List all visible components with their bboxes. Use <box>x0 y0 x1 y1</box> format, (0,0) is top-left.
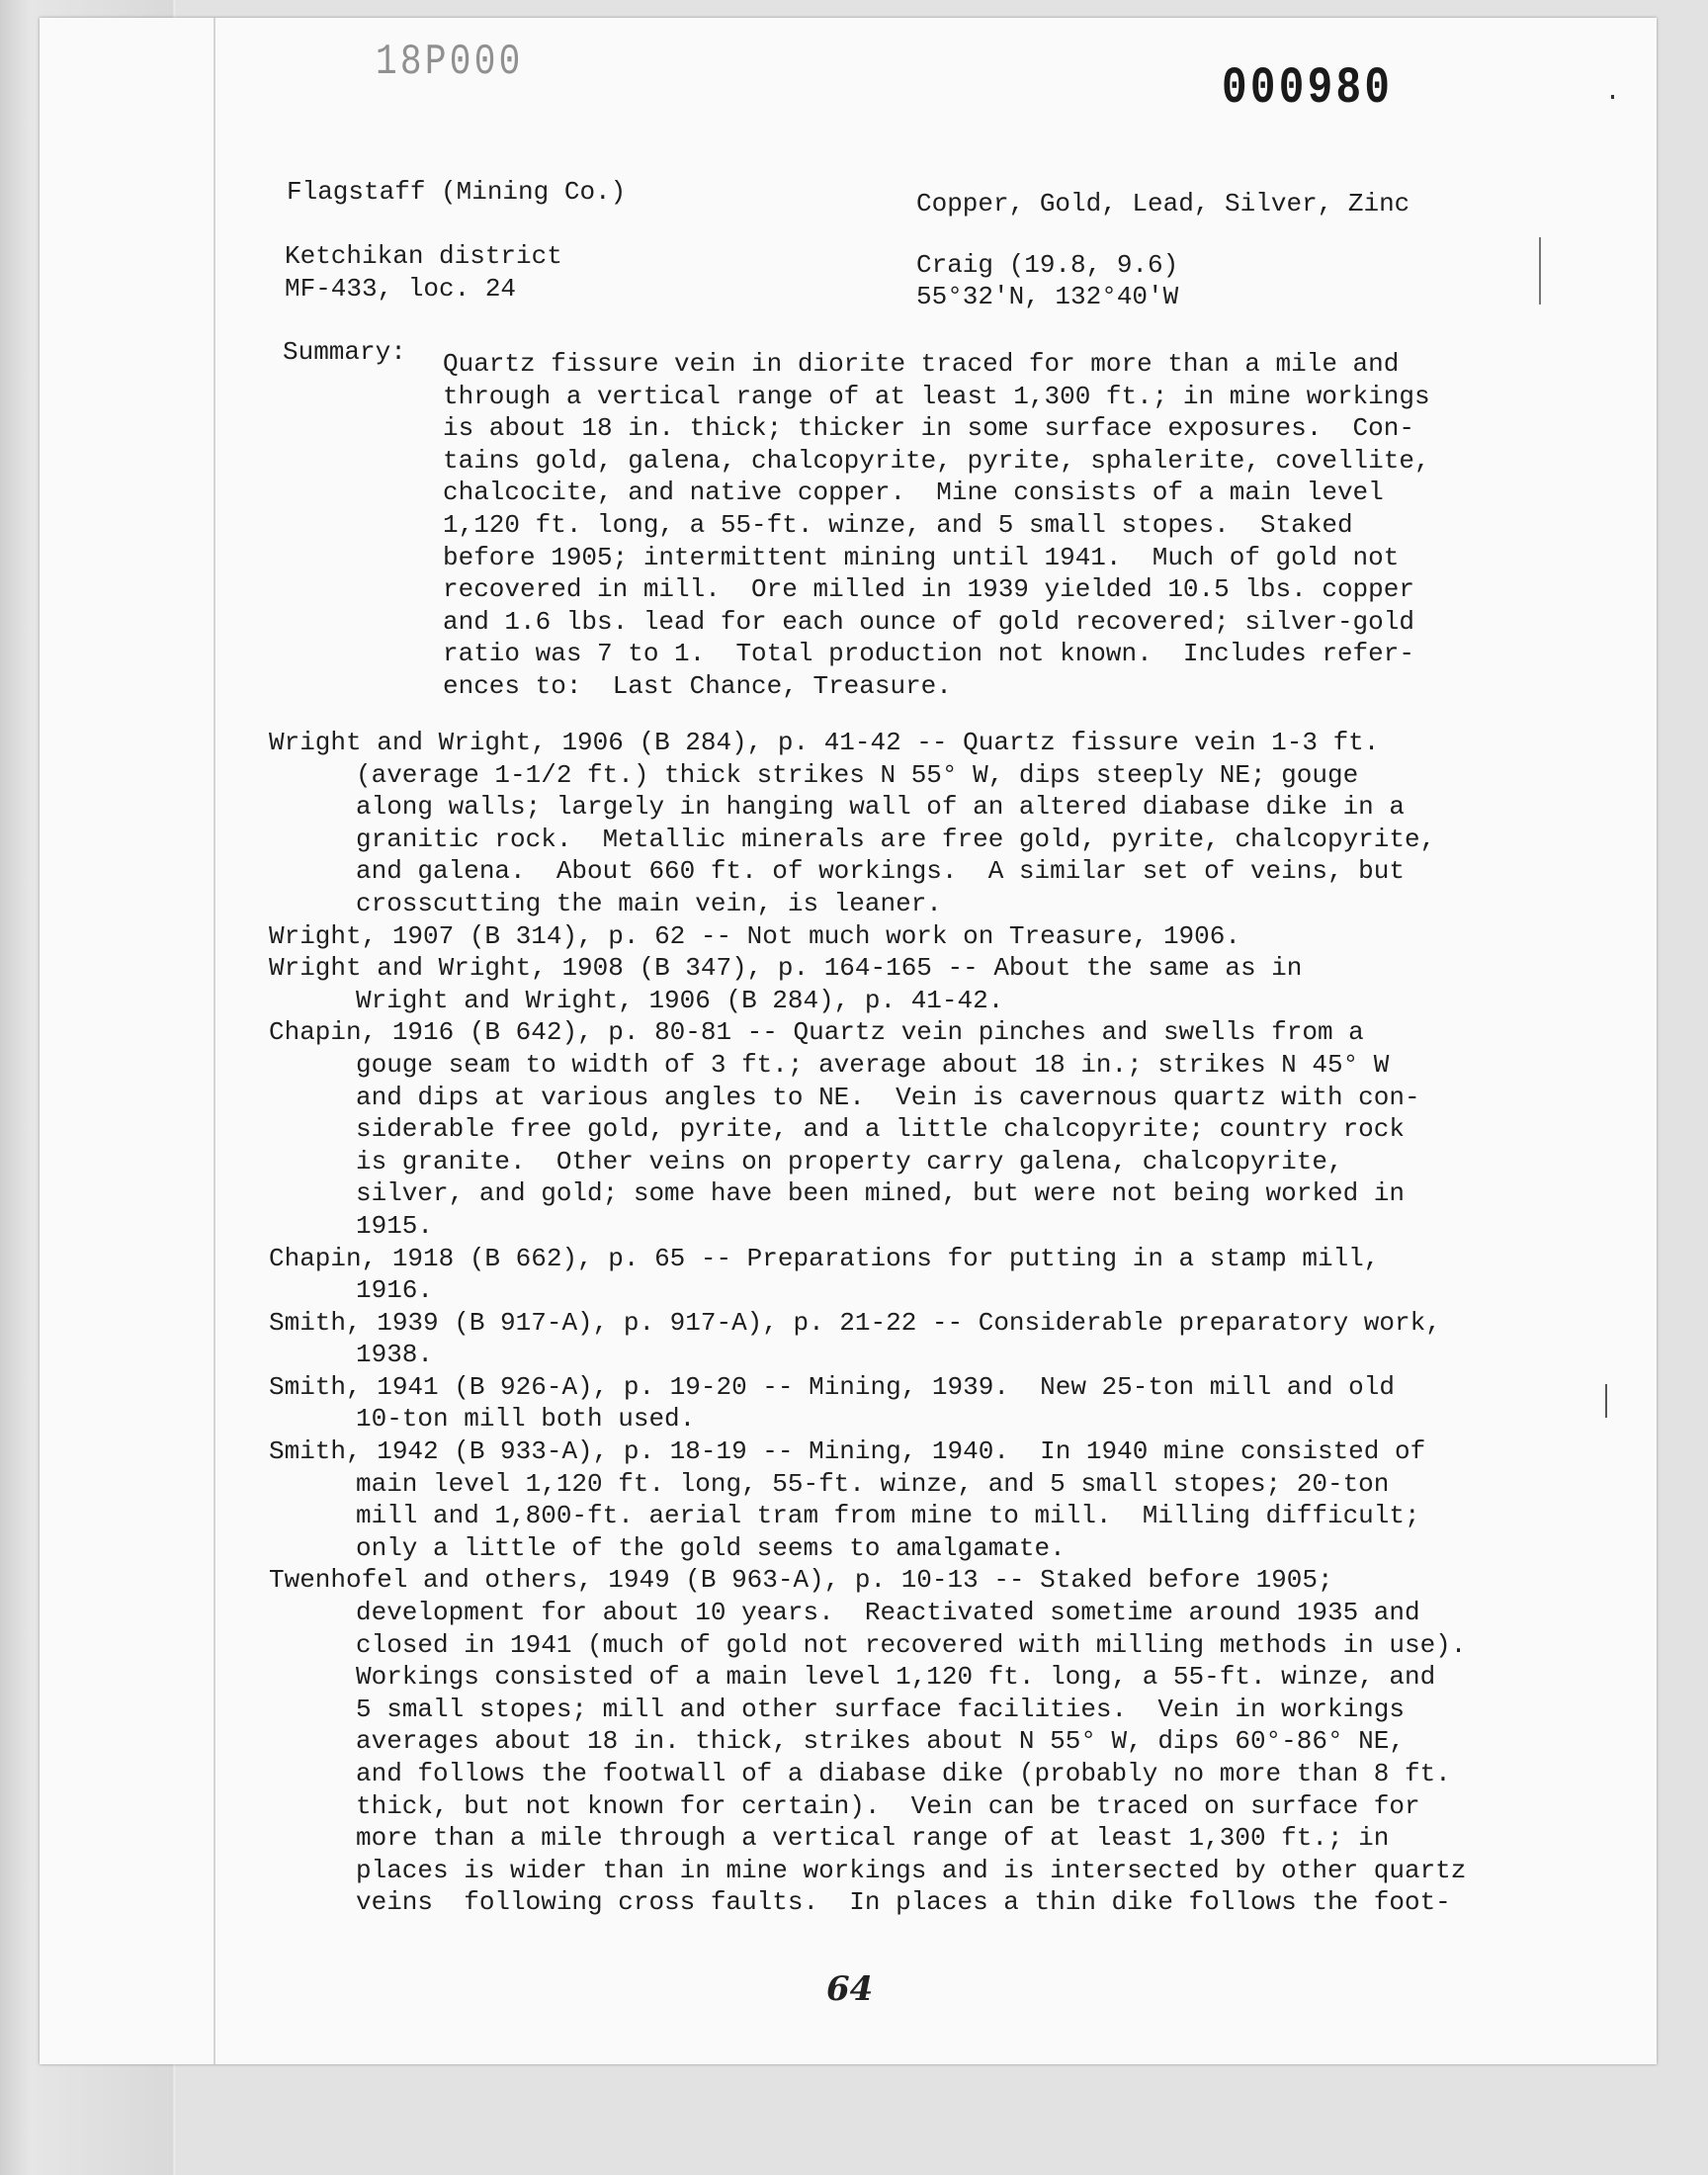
summary-line: and 1.6 lbs. lead for each ounce of gold recovered; silver-gold <box>443 606 1414 637</box>
commodities: Copper, Gold, Lead, Silver, Zinc <box>916 189 1410 218</box>
reference-entry <box>269 1371 1466 1436</box>
reference-line: Workings consisted of a main level 1,120 ft. long, a 55-ft. winze, and <box>356 1662 1436 1693</box>
reference-line: veins following cross faults. In places a thin dike follows the foot- <box>356 1887 1451 1918</box>
scan-margin-mark <box>1539 237 1541 304</box>
reference-entry <box>269 952 1466 1016</box>
reference-line: places is wider than in mine workings and is intersected by other quartz <box>356 1855 1467 1885</box>
reference-line: mill and 1,800-ft. aerial tram from mine to mill. Milling difficult; <box>356 1501 1420 1531</box>
reference-line: Smith, 1939 (B 917-A), p. 917-A), p. 21-22 -- Considerable preparatory work, <box>269 1307 1441 1338</box>
scan-margin-mark <box>1605 1384 1607 1418</box>
page-fold-line <box>214 18 215 2064</box>
reference-line: and follows the footwall of a diabase dike (probably no more than 8 ft. <box>356 1759 1451 1788</box>
summary-line: Quartz fissure vein in diorite traced for more than a mile and <box>443 349 1400 379</box>
reference-line: Wright and Wright, 1906 (B 284), p. 41-42. <box>356 985 1004 1015</box>
summary-line: ratio was 7 to 1. Total production not known. Includes refer- <box>443 639 1414 669</box>
reference-line: granitic rock. Metallic minerals are free gold, pyrite, chalcopyrite, <box>356 824 1436 854</box>
summary-line: through a vertical range of at least 1,300 ft.; in mine workings <box>443 381 1430 411</box>
reference-line: (average 1-1/2 ft.) thick strikes N 55° W, dips steeply NE; gouge <box>356 759 1359 790</box>
reference-line: more than a mile through a vertical range of at least 1,300 ft.; in <box>356 1823 1390 1854</box>
summary-line: is about 18 in. thick; thicker in some surface exposures. Con- <box>443 413 1414 444</box>
reference-line: 1915. <box>356 1210 434 1241</box>
reference-line: thick, but not known for certain). Vein can be traced on surface for <box>356 1790 1420 1821</box>
summary-line: tains gold, galena, chalcopyrite, pyrite, sphalerite, covellite, <box>443 445 1430 476</box>
reference-entry <box>269 1016 1466 1242</box>
stamp-document-number: 000980 <box>1222 59 1394 118</box>
reference-entry <box>269 727 1466 920</box>
summary-text <box>443 348 1430 703</box>
summary-line: chalcocite, and native copper. Mine consists of a main level <box>443 478 1384 508</box>
reference-line: main level 1,120 ft. long, 55-ft. winze, and 5 small stopes; 20-ton <box>356 1468 1390 1499</box>
district: Ketchikan district <box>285 241 562 271</box>
reference-entry <box>269 1564 1466 1919</box>
reference-line: 1916. <box>356 1275 434 1306</box>
reference-line: closed in 1941 (much of gold not recovered with milling methods in use). <box>356 1629 1467 1660</box>
page-number: 64 <box>826 1969 874 2009</box>
scan-speck <box>1611 95 1614 99</box>
reference-line: development for about 10 years. Reactivated sometime around 1935 and <box>356 1598 1420 1628</box>
reference-entry <box>269 1436 1466 1564</box>
summary-label: Summary: <box>283 337 406 367</box>
reference-entry <box>269 1243 1466 1307</box>
reference-line: Chapin, 1916 (B 642), p. 80-81 -- Quartz vein pinches and swells from a <box>269 1017 1364 1048</box>
reference-line: siderable free gold, pyrite, and a little chalcopyrite; country rock <box>356 1114 1405 1145</box>
reference-line: Smith, 1941 (B 926-A), p. 19-20 -- Mining, 1939. New 25-ton mill and old <box>269 1371 1395 1402</box>
reference-line: Twenhofel and others, 1949 (B 963-A), p. 10-13 -- Staked before 1905; <box>269 1565 1333 1596</box>
reference-entry <box>269 1307 1466 1371</box>
reference-line: crosscutting the main vein, is leaner. <box>356 888 942 918</box>
reference-line: averages about 18 in. thick, strikes about N 55° W, dips 60°-86° NE, <box>356 1726 1405 1757</box>
reference-line: and galena. About 660 ft. of workings. A similar set of veins, but <box>356 856 1405 887</box>
reference-line: along walls; largely in hanging wall of an altered diabase dike in a <box>356 792 1405 823</box>
reference-line: 5 small stopes; mill and other surface facilities. Vein in workings <box>356 1694 1405 1724</box>
reference-line: 10-ton mill both used. <box>356 1404 696 1435</box>
summary-line: recovered in mill. Ore milled in 1939 yielded 10.5 lbs. copper <box>443 574 1414 605</box>
reference-line: and dips at various angles to NE. Vein is cavernous quartz with con- <box>356 1082 1420 1112</box>
quadrangle: Craig (19.8, 9.6) <box>916 250 1179 280</box>
coordinates: 55°32'N, 132°40'W <box>916 282 1179 311</box>
reference-line: silver, and gold; some have been mined, but were not being worked in <box>356 1178 1405 1209</box>
reference-line: Wright, 1907 (B 314), p. 62 -- Not much work on Treasure, 1906. <box>269 920 1240 951</box>
reference-line: only a little of the gold seems to amalgamate. <box>356 1532 1066 1563</box>
summary-line: before 1905; intermittent mining until 1941. Much of gold not <box>443 542 1400 572</box>
reference-line: Chapin, 1918 (B 662), p. 65 -- Preparations for putting in a stamp mill, <box>269 1243 1380 1273</box>
reference-line: Wright and Wright, 1908 (B 347), p. 164-165 -- About the same as in <box>269 953 1303 984</box>
reference-line: Smith, 1942 (B 933-A), p. 18-19 -- Mining, 1940. In 1940 mine consisted of <box>269 1436 1426 1467</box>
property-name: Flagstaff (Mining Co.) <box>287 177 627 207</box>
summary-line: 1,120 ft. long, a 55-ft. winze, and 5 small stopes. Staked <box>443 509 1353 540</box>
reference-line: is granite. Other veins on property carry galena, chalcopyrite, <box>356 1146 1343 1176</box>
reference-entry <box>269 920 1466 953</box>
reference-line: Wright and Wright, 1906 (B 284), p. 41-42 -- Quartz fissure vein 1-3 ft. <box>269 728 1380 757</box>
reference-line: gouge seam to width of 3 ft.; average about 18 in.; strikes N 45° W <box>356 1049 1390 1080</box>
summary-line: ences to: Last Chance, Treasure. <box>443 670 952 701</box>
references-list <box>269 727 1466 1919</box>
map-reference: MF-433, loc. 24 <box>285 274 517 304</box>
reference-line: 1938. <box>356 1340 434 1370</box>
stamp-top-left: 18P000 <box>376 38 524 87</box>
